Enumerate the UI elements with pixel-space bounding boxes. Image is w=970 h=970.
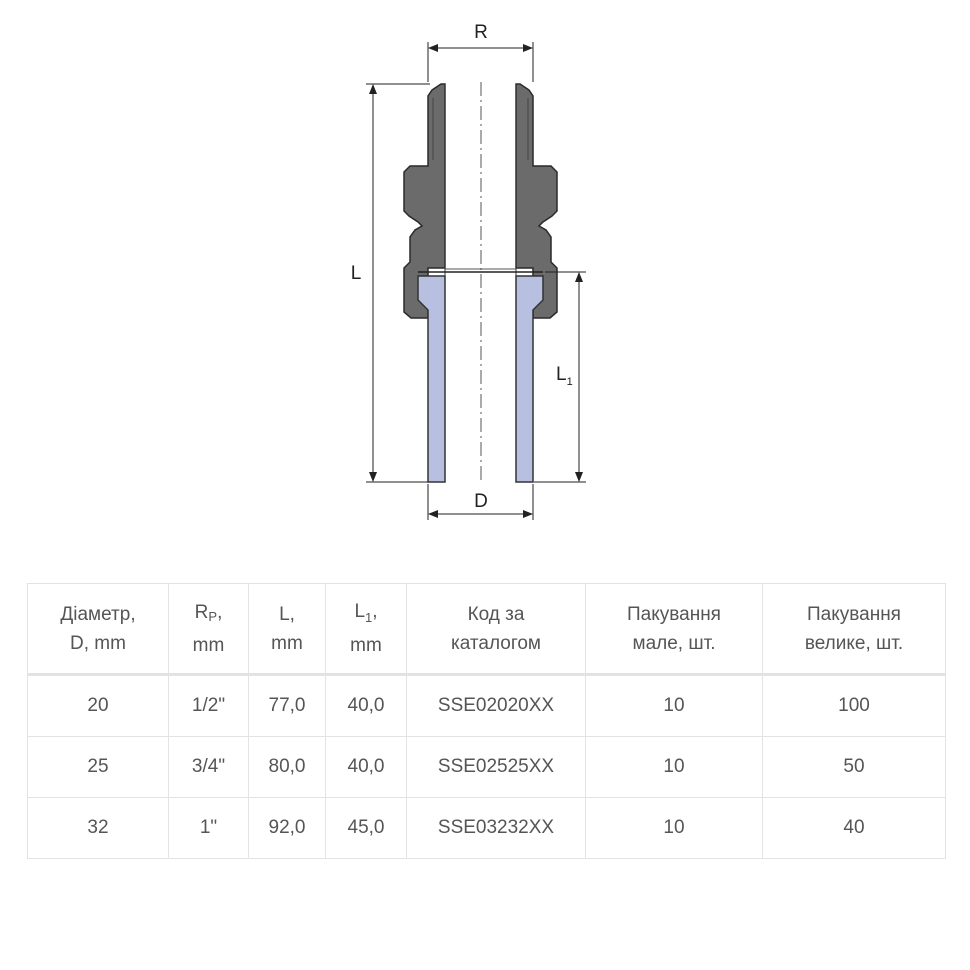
cell-pack-small: 10 xyxy=(586,675,763,737)
cell-pack-small: 10 xyxy=(586,737,763,798)
cell-rp: 1/2" xyxy=(169,675,249,737)
header-l: L, mm xyxy=(249,584,326,675)
header-diameter: Діаметр, D, mm xyxy=(28,584,169,675)
cell-l: 77,0 xyxy=(249,675,326,737)
header-pack-large: Пакування велике, шт. xyxy=(763,584,946,675)
cell-diameter: 32 xyxy=(28,798,169,859)
table-row xyxy=(28,675,946,737)
header-pack-small: Пакування мале, шт. xyxy=(586,584,763,675)
cell-l1: 40,0 xyxy=(326,675,407,737)
header-rp: RP, mm xyxy=(169,584,249,675)
dimension-d-label: D xyxy=(474,491,488,512)
header-catalog-code: Код за каталогом xyxy=(407,584,586,675)
cell-l: 92,0 xyxy=(249,798,326,859)
cell-l1: 45,0 xyxy=(326,798,407,859)
cell-catalog-code: SSE02020XX xyxy=(407,675,586,737)
table-row xyxy=(28,737,946,798)
dimension-r-label: R xyxy=(474,22,488,43)
cell-pack-large: 100 xyxy=(763,675,946,737)
cell-catalog-code: SSE02525XX xyxy=(407,737,586,798)
cell-diameter: 25 xyxy=(28,737,169,798)
cell-rp: 1" xyxy=(169,798,249,859)
table-row xyxy=(28,798,946,859)
dimension-l-label: L xyxy=(350,263,362,284)
cell-diameter: 20 xyxy=(28,675,169,737)
cell-l1: 40,0 xyxy=(326,737,407,798)
cell-pack-large: 40 xyxy=(763,798,946,859)
cell-pack-small: 10 xyxy=(586,798,763,859)
table-header-row xyxy=(28,584,946,675)
spec-table xyxy=(27,583,946,859)
cell-rp: 3/4" xyxy=(169,737,249,798)
cell-l: 80,0 xyxy=(249,737,326,798)
dimension-l1-label: $L_1$ xyxy=(556,364,573,388)
header-l1: $L_1$, mm xyxy=(326,584,407,675)
cell-pack-large: 50 xyxy=(763,737,946,798)
cell-catalog-code: SSE03232XX xyxy=(407,798,586,859)
